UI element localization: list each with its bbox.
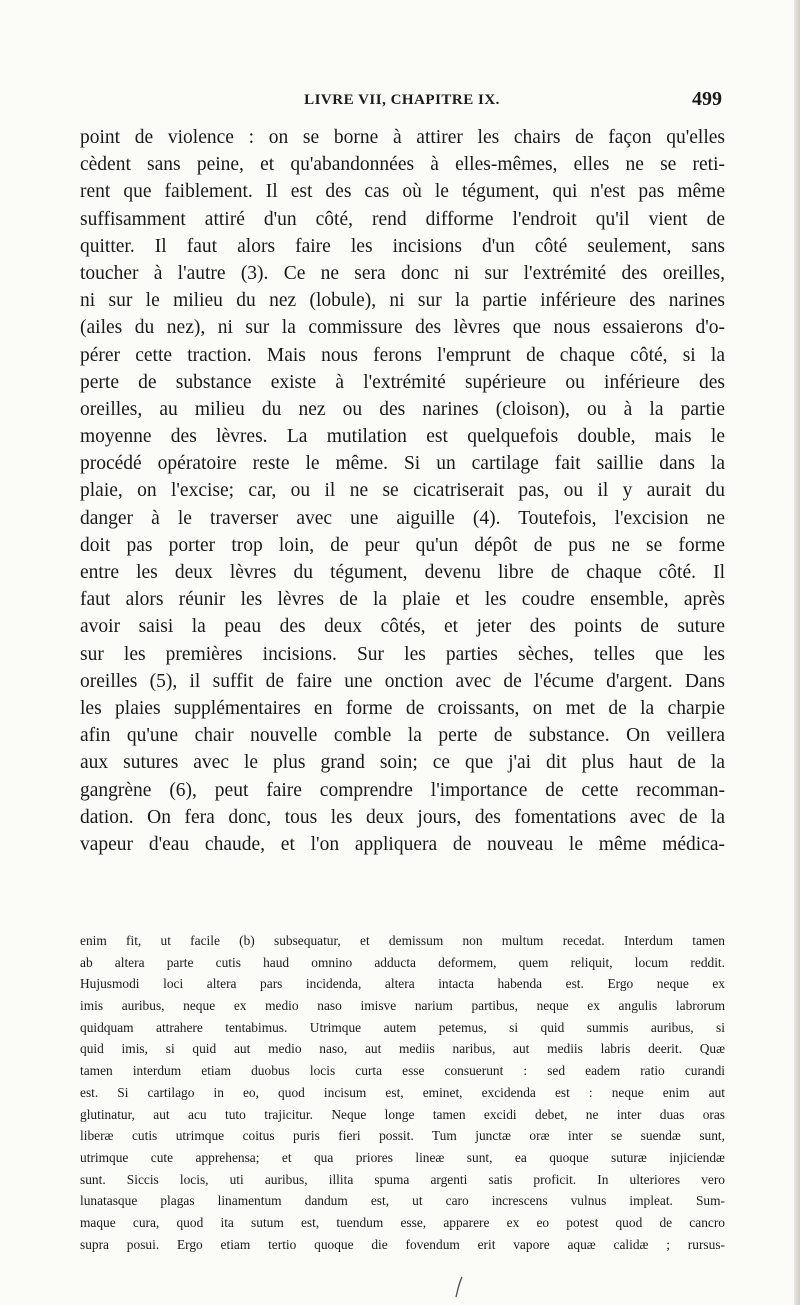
latin-footnote-block xyxy=(80,930,725,1255)
body-text-line: oreilles (5), il suffit de faire une onction avec de l'écume d'argent. Dans xyxy=(80,670,725,692)
main-text-block xyxy=(80,124,725,858)
body-text-line: gangrène (6), peut faire comprendre l'importance de cette recomman- xyxy=(80,779,725,801)
footnote-text-line: tamen interdum etiam duobus locis curta esse consuerunt : sed eadem ratio curandi xyxy=(80,1063,725,1079)
footnote-text-line: quidquam attrahere tentabimus. Utrimque autem petemus, si quid summis auribus, si xyxy=(80,1019,725,1035)
body-text-line: aux sutures avec le plus grand soin; ce que j'ai dit plus haut de la xyxy=(80,752,725,774)
body-text-line: moyenne des lèvres. La mutilation est quelquefois double, mais le xyxy=(80,426,725,448)
body-text-line: point de violence : on se borne à attirer les chairs de façon qu'elles xyxy=(80,127,725,148)
body-text-line: dation. On fera donc, tous les deux jours, des fomentations avec de la xyxy=(80,806,725,828)
body-text-line: afin qu'une chair nouvelle comble la perte de substance. On veillera xyxy=(80,725,725,747)
body-text-line: entre les deux lèvres du tégument, devenu libre de chaque côté. Il xyxy=(80,562,725,583)
footnote-text-line: quid imis, si quid aut medio naso, aut mediis naribus, aut mediis labris deerit. Quæ xyxy=(80,1041,725,1057)
body-text-line: ni sur le milieu du nez (lobule), ni sur la partie inférieure des narines xyxy=(80,290,725,312)
body-text-line: danger à le traverser avec une aiguille (4). Toutefois, l'excision ne xyxy=(80,507,725,529)
footnote-text-line: liberæ cutis utrimque coitus puris fieri possit. Tum junctæ oræ inter se suendæ sunt, xyxy=(80,1128,725,1144)
body-text-line: les plaies supplémentaires en forme de croissants, on met de la charpie xyxy=(80,697,725,719)
body-text-line: cèdent sans peine, et qu'abandonnées à elles-mêmes, elles ne se reti- xyxy=(80,154,725,176)
ink-mark xyxy=(450,1275,470,1299)
body-text-line: suffisamment attiré d'un côté, rend difforme l'endroit qu'il vient de xyxy=(80,208,725,230)
body-text-line: faut alors réunir les lèvres de la plaie et les coudre ensemble, après xyxy=(80,589,725,611)
body-text-line: sur les premières incisions. Sur les parties sèches, telles que les xyxy=(80,643,725,665)
body-text-line: plaie, on l'excise; car, ou il ne se cicatriserait pas, ou il y aurait du xyxy=(80,480,725,502)
body-text-line: avoir saisi la peau des deux côtés, et jeter des points de suture xyxy=(80,616,725,638)
footnote-text-line: utrimque cute apprehensa; et qua priores lineæ sunt, ea quoque suturæ injiciendæ xyxy=(80,1149,725,1165)
body-text-line: quitter. Il faut alors faire les incisions d'un côté seulement, sans xyxy=(80,235,725,257)
footnote-text-line: imis auribus, neque ex medio naso imisve narium partibus, neque ex angulis labrorum xyxy=(80,998,725,1014)
footnote-text-line: ab altera parte cutis haud omnino adducta deformem, quem reliquit, locum reddit. xyxy=(80,954,725,970)
footnote-text-line: lunatasque plagas linamentum dandum est, ut caro increscens vulnus impleat. Sum- xyxy=(80,1193,725,1209)
footnote-text-line: sunt. Siccis locis, uti auribus, illita spuma argenti satis proficit. In ulteriores vero xyxy=(80,1171,725,1187)
body-text-line: (ailes du nez), ni sur la commissure des lèvres que nous essaierons d'o- xyxy=(80,317,725,339)
running-head xyxy=(82,88,722,120)
footnote-text-line: est. Si cartilago in eo, quod incisum est, eminet, excidenda est : neque enim aut xyxy=(80,1084,725,1100)
page-number: 499 xyxy=(692,88,722,110)
footnote-text-line: enim fit, ut facile (b) subsequatur, et demissum non multum recedat. Interdum tamen xyxy=(80,933,725,948)
footnote-text-line: glutinatur, aut acu tuto trajicitur. Neque longe tamen excidi debet, ne inter duas oras xyxy=(80,1106,725,1122)
page-edge xyxy=(794,0,800,1305)
body-text-line: vapeur d'eau chaude, et l'on appliquera de nouveau le même médica- xyxy=(80,833,725,855)
body-text-line: perte de substance existe à l'extrémité supérieure ou inférieure des xyxy=(80,371,725,393)
body-text-line: oreilles, au milieu du nez ou des narines (cloison), ou à la partie xyxy=(80,398,725,420)
running-title: LIVRE VII, CHAPITRE IX. xyxy=(304,92,500,108)
body-text-line: rent que faiblement. Il est des cas où le tégument, qui n'est pas même xyxy=(80,181,725,203)
body-text-line: toucher à l'autre (3). Ce ne sera donc ni sur l'extrémité des oreilles, xyxy=(80,262,725,284)
footnote-text-line: supra posui. Ergo etiam tertio quoque die fovendum erit vapore aquæ calidæ ; rursus- xyxy=(80,1236,725,1252)
footnote-text-line: Hujusmodi loci altera pars incidenda, altera intacta habenda est. Ergo neque ex xyxy=(80,976,725,992)
body-text-line: pérer cette traction. Mais nous ferons l'emprunt de chaque côté, si la xyxy=(80,344,725,366)
body-text-line: doit pas porter trop loin, de peur qu'un dépôt de pus ne se forme xyxy=(80,534,725,556)
footnote-text-line: maque cura, quod ita sutum est, tuendum esse, apparere ex eo potest quod de cancro xyxy=(80,1214,725,1230)
body-text-line: procédé opératoire reste le même. Si un cartilage fait saillie dans la xyxy=(80,453,725,475)
